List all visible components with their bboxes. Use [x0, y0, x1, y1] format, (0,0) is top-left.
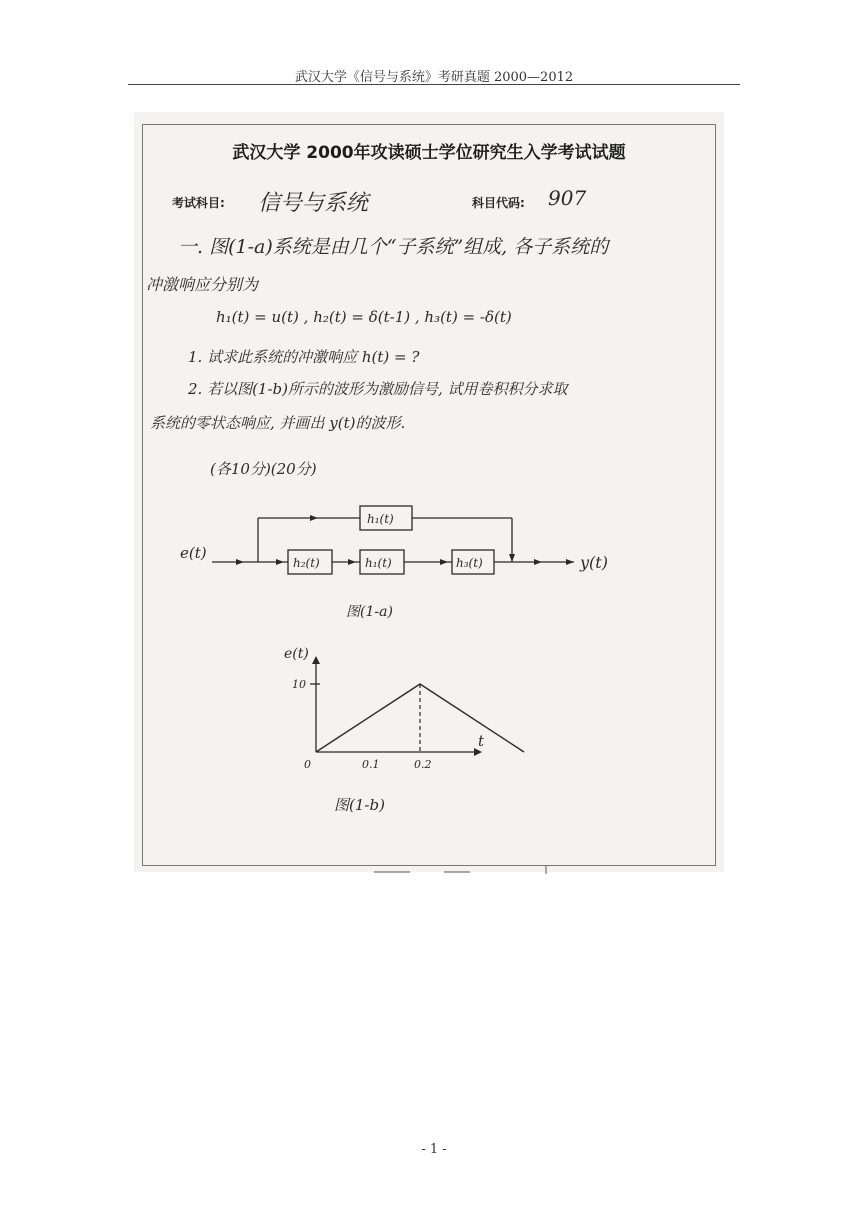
question-intro-line1: 一. 图(1-a)系统是由几个“子系统”组成, 各子系统的: [178, 236, 609, 258]
block-diagram-1a: [134, 492, 724, 632]
block-label-2: h₁(t): [365, 556, 392, 570]
scan-artifacts: [134, 864, 724, 876]
tick-label-0: 0: [304, 758, 311, 771]
page-number: - 1 -: [421, 1142, 447, 1157]
tick-label-0-2: 0.2: [414, 758, 432, 771]
question-item-2-line2: 系统的零状态响应, 并画出 y(t)的波形.: [150, 414, 406, 432]
figure-b-caption: 图(1-b): [334, 796, 385, 814]
block-label-top: h₁(t): [367, 512, 394, 526]
block-label-1: h₂(t): [293, 556, 320, 570]
code-value: 907: [548, 186, 587, 210]
tick-label-0-1: 0.1: [362, 758, 380, 771]
triangle-pulse-plot-1b: [134, 640, 724, 830]
running-header: 武汉大学《信号与系统》考研真题 2000—2012: [294, 70, 574, 85]
x-axis-label: t: [478, 732, 485, 750]
subject-label: 考试科目:: [172, 196, 225, 210]
code-label: 科目代码:: [472, 196, 525, 210]
question-item-1: 1. 试求此系统的冲激响应 h(t) = ?: [188, 348, 420, 366]
question-intro-line2: 冲激响应分别为: [146, 275, 259, 294]
output-label: y(t): [580, 553, 608, 572]
y-axis-label: e(t): [284, 646, 309, 662]
block-label-3: h₃(t): [456, 556, 483, 570]
exam-title: 武汉大学 2000年攻读硕士学位研究生入学考试试题: [232, 143, 626, 163]
question-item-2-line1: 2. 若以图(1-b)所示的波形为激励信号, 试用卷积积分求取: [188, 380, 568, 398]
scanned-exam-page: [134, 112, 724, 872]
scoring-note: (各10分)(20分): [210, 460, 317, 478]
input-label: e(t): [180, 544, 207, 562]
peak-label: 10: [292, 678, 306, 691]
header-rule: [128, 84, 740, 85]
impulse-response-formula: h₁(t) = u(t) , h₂(t) = δ(t-1) , h₃(t) = -δ(t): [216, 308, 512, 326]
subject-value: 信号与系统: [258, 191, 369, 216]
figure-a-caption: 图(1-a): [346, 604, 393, 620]
